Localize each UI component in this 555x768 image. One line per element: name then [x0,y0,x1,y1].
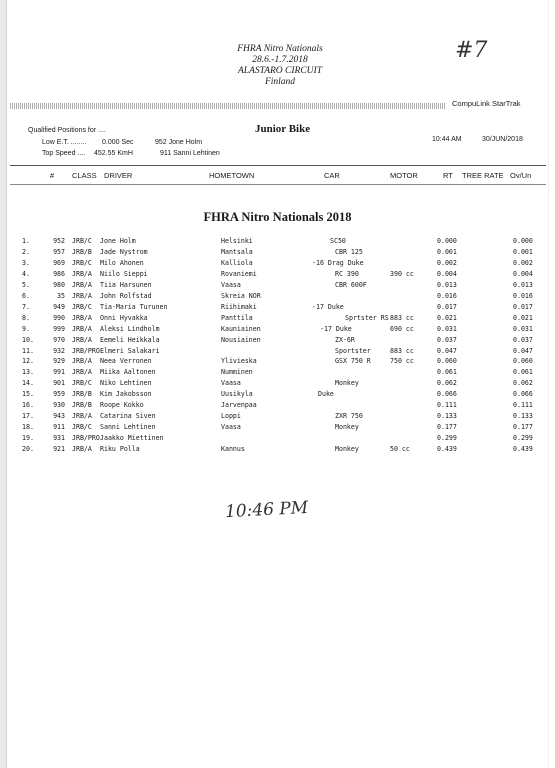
row-motor: 690 cc [390,324,414,333]
row-rt: 0.037 [437,335,457,344]
row-driver: Jaakko Miettinen [100,434,164,443]
row-number: 969 [53,258,65,267]
table-row [0,422,555,432]
row-car: SC50 [330,237,346,245]
row-hometown: Mantsala [221,247,253,256]
print-time: 10:44 AM [432,136,462,143]
row-rt: 0.133 [437,412,457,421]
row-driver: Jade Nystrom [100,247,148,256]
row-rt: 0.031 [437,324,457,333]
row-hometown: Kannus [221,445,245,454]
row-driver: Elmeri Salakari [100,346,160,355]
row-class: JRB/C [72,423,92,432]
row-position: 4. [22,269,30,278]
row-hometown: Vaasa [221,280,241,289]
row-hometown: Loppi [221,412,241,421]
row-hometown: Kalliola [221,258,253,267]
col-rt: RT [443,171,453,180]
row-motor: 750 cc [390,357,414,366]
row-position: 17. [22,412,34,421]
table-row [0,378,555,388]
table-row [0,291,555,301]
row-hometown: Vaasa [221,379,241,388]
row-class: JRB/C [72,237,92,245]
row-class: JRB/B [72,401,92,410]
row-driver: Onni Hyvakka [100,313,148,322]
row-driver: Riku Polla [100,445,140,454]
print-date: 30/JUN/2018 [482,136,523,143]
row-rt: 0.000 [437,237,457,245]
row-ov-un: 0.062 [513,379,533,388]
row-class: JRB/C [72,379,92,388]
low-et-driver: 952 Jone Holm [155,139,203,146]
col-ov-un: Ov/Un [510,171,532,180]
col-car: CAR [324,171,340,180]
row-car: -16 Drag Duke [312,258,364,267]
row-class: JRB/A [72,335,92,344]
row-position: 6. [22,291,30,300]
row-hometown: Skreia NOR [221,291,261,300]
row-rt: 0.001 [437,247,457,256]
row-driver: Jone Holm [100,237,136,245]
row-number: 970 [53,335,65,344]
row-driver: Milo Ahonen [100,258,144,267]
row-number: 949 [53,302,65,311]
row-rt: 0.061 [437,368,457,377]
event-circuit: ALASTARO CIRCUIT [237,66,322,76]
row-car: CBR 600F [335,280,367,289]
row-number: 952 [53,237,65,245]
row-position: 7. [22,302,30,311]
row-car: Sportster [335,346,371,355]
row-class: JRB/A [72,324,92,333]
row-number: 930 [53,401,65,410]
col-driver: DRIVER [104,171,133,180]
row-rt: 0.016 [437,291,457,300]
row-ov-un: 0.021 [513,313,533,322]
table-row [0,302,555,312]
row-ov-un: 0.001 [513,247,533,256]
row-ov-un: 0.177 [513,423,533,432]
row-hometown: Ylivieska [221,357,257,366]
row-rt: 0.047 [437,346,457,355]
row-position: 2. [22,247,30,256]
row-hometown: Uusikyla [221,390,253,399]
row-ov-un: 0.004 [513,269,533,278]
class-title: Junior Bike [255,123,311,135]
handwritten-mark: #7 [455,38,488,63]
row-ov-un: 0.016 [513,291,533,300]
row-hometown: Jarvenpaa [221,401,257,410]
row-position: 11. [22,346,34,355]
row-rt: 0.111 [437,401,457,410]
row-car: ZX-6R [335,335,355,344]
table-row [0,258,555,268]
event-name: FHRA Nitro Nationals [237,44,323,54]
row-motor: 883 cc [390,346,414,355]
row-hometown: Numminen [221,368,253,377]
row-class: JRB/C [72,258,92,267]
row-hometown: Panttila [221,313,253,322]
row-driver: Niko Lehtinen [100,379,152,388]
row-ov-un: 0.017 [513,302,533,311]
row-class: JRB/A [72,357,92,366]
row-position: 3. [22,258,30,267]
row-rt: 0.062 [437,379,457,388]
col-hometown: HOMETOWN [209,171,255,180]
row-position: 14. [22,379,34,388]
row-ov-un: 0.133 [513,412,533,421]
row-position: 12. [22,357,34,366]
row-car: ZXR 750 [335,412,363,421]
row-number: 980 [53,280,65,289]
row-hometown: Helsinki [221,237,253,245]
table-row [0,389,555,399]
row-class: JRB/A [72,280,92,289]
row-ov-un: 0.066 [513,390,533,399]
col-tree-rate: TREE RATE [462,171,504,180]
row-motor: 390 cc [390,269,414,278]
row-number: 986 [53,269,65,278]
row-driver: Catarina Siven [100,412,156,421]
row-class: JRB/PRO [72,346,100,355]
row-position: 16. [22,401,34,410]
row-rt: 0.004 [437,269,457,278]
row-rt: 0.439 [437,445,457,454]
row-number: 911 [53,423,65,432]
table-row [0,444,555,454]
row-hometown: Rovaniemi [221,269,257,278]
row-driver: Sanni Lehtinen [100,423,156,432]
row-car: -17 Duke [312,302,344,311]
row-ov-un: 0.031 [513,324,533,333]
row-ov-un: 0.037 [513,335,533,344]
handwritten-note: 10:46 PM [224,497,309,523]
header-rule-top [10,165,546,166]
row-number: 932 [53,346,65,355]
row-ov-un: 0.000 [513,237,533,245]
table-row [0,247,555,257]
row-car: GSX 750 R [335,357,371,366]
table-row [0,324,555,334]
row-motor: 50 cc [390,445,410,454]
row-driver: Miika Aaltonen [100,368,156,377]
row-number: 999 [53,324,65,333]
row-car: Monkey [335,423,359,432]
table-row [0,367,555,377]
row-class: JRB/A [72,445,92,454]
row-class: JRB/C [72,302,92,311]
row-position: 10. [22,335,34,344]
table-row [0,236,555,246]
row-hometown: Riihimaki [221,302,257,311]
row-car: -17 Duke [320,324,352,333]
row-ov-un: 0.299 [513,434,533,443]
row-driver: Tia-Maria Turunen [100,302,168,311]
row-driver: Tiia Harsunen [100,280,152,289]
row-class: JRB/A [72,412,92,421]
row-driver: Neea Verronen [100,357,152,366]
dotted-separator [10,103,445,109]
row-ov-un: 0.111 [513,401,533,410]
row-rt: 0.002 [437,258,457,267]
header-rule-bottom [10,184,546,185]
brand-label: CompuLink StarTrak [452,99,521,108]
row-number: 957 [53,247,65,256]
row-number: 931 [53,434,65,443]
row-ov-un: 0.060 [513,357,533,366]
top-speed-label: Top Speed .... [42,150,86,157]
row-class: JRB/B [72,390,92,399]
table-row [0,433,555,443]
row-position: 15. [22,390,34,399]
row-ov-un: 0.061 [513,368,533,377]
row-driver: Kim Jakobsson [100,390,152,399]
table-row [0,280,555,290]
row-driver: Aleksi Lindholm [100,324,160,333]
row-position: 13. [22,368,34,377]
row-driver: Roope Kokko [100,401,144,410]
qualified-label: Qualified Positions for .... [28,127,106,134]
row-ov-un: 0.002 [513,258,533,267]
row-position: 19. [22,434,34,443]
row-class: JRB/A [72,368,92,377]
table-row [0,356,555,366]
row-position: 20. [22,445,34,454]
row-number: 959 [53,390,65,399]
row-class: JRB/PRO [72,434,100,443]
row-class: JRB/B [72,247,92,256]
row-car: Duke [318,390,334,399]
col-pos: # [50,171,55,180]
top-speed-value: 452.55 KmH [94,150,133,157]
event-dates: 28.6.-1.7.2018 [252,55,308,65]
row-driver: Eemeli Heikkala [100,335,160,344]
row-ov-un: 0.047 [513,346,533,355]
row-number: 901 [53,379,65,388]
row-position: 9. [22,324,30,333]
section-title: FHRA Nitro Nationals 2018 [203,210,352,224]
table-row [0,400,555,410]
low-et-label: Low E.T. ........ [42,139,87,146]
top-speed-driver: 911 Sanni Lehtinen [160,150,220,157]
row-number: 990 [53,313,65,322]
table-row [0,335,555,345]
row-position: 1. [22,237,30,245]
table-row [0,346,555,356]
row-position: 5. [22,280,30,289]
row-number: 929 [53,357,65,366]
row-position: 8. [22,313,30,322]
row-class: JRB/A [72,291,92,300]
row-ov-un: 0.439 [513,445,533,454]
row-ov-un: 0.013 [513,280,533,289]
row-car: Sprtster RS [345,313,389,322]
row-rt: 0.060 [437,357,457,366]
col-class: CLASS [72,171,97,180]
col-motor: MOTOR [390,171,418,180]
row-rt: 0.177 [437,423,457,432]
row-rt: 0.021 [437,313,457,322]
row-number: 991 [53,368,65,377]
row-car: CBR 125 [335,247,363,256]
row-class: JRB/A [72,313,92,322]
row-rt: 0.066 [437,390,457,399]
row-driver: John Rolfstad [100,291,152,300]
row-car: Monkey [335,445,359,454]
low-et-value: 0.000 Sec [102,139,134,146]
table-row [0,313,555,323]
row-car: RC 390 [335,269,359,278]
row-position: 18. [22,423,34,432]
row-number: 943 [53,412,65,421]
row-hometown: Vaasa [221,423,241,432]
row-rt: 0.013 [437,280,457,289]
row-hometown: Kauniainen [221,324,261,333]
row-number: 35 [57,291,65,300]
row-car: Monkey [335,379,359,388]
table-row [0,411,555,421]
row-motor: 883 cc [390,313,414,322]
row-driver: Niilo Sieppi [100,269,148,278]
row-rt: 0.017 [437,302,457,311]
row-class: JRB/A [72,269,92,278]
event-country: Finland [264,77,296,87]
table-row [0,269,555,279]
row-hometown: Nousiainen [221,335,261,344]
row-rt: 0.299 [437,434,457,443]
row-number: 921 [53,445,65,454]
